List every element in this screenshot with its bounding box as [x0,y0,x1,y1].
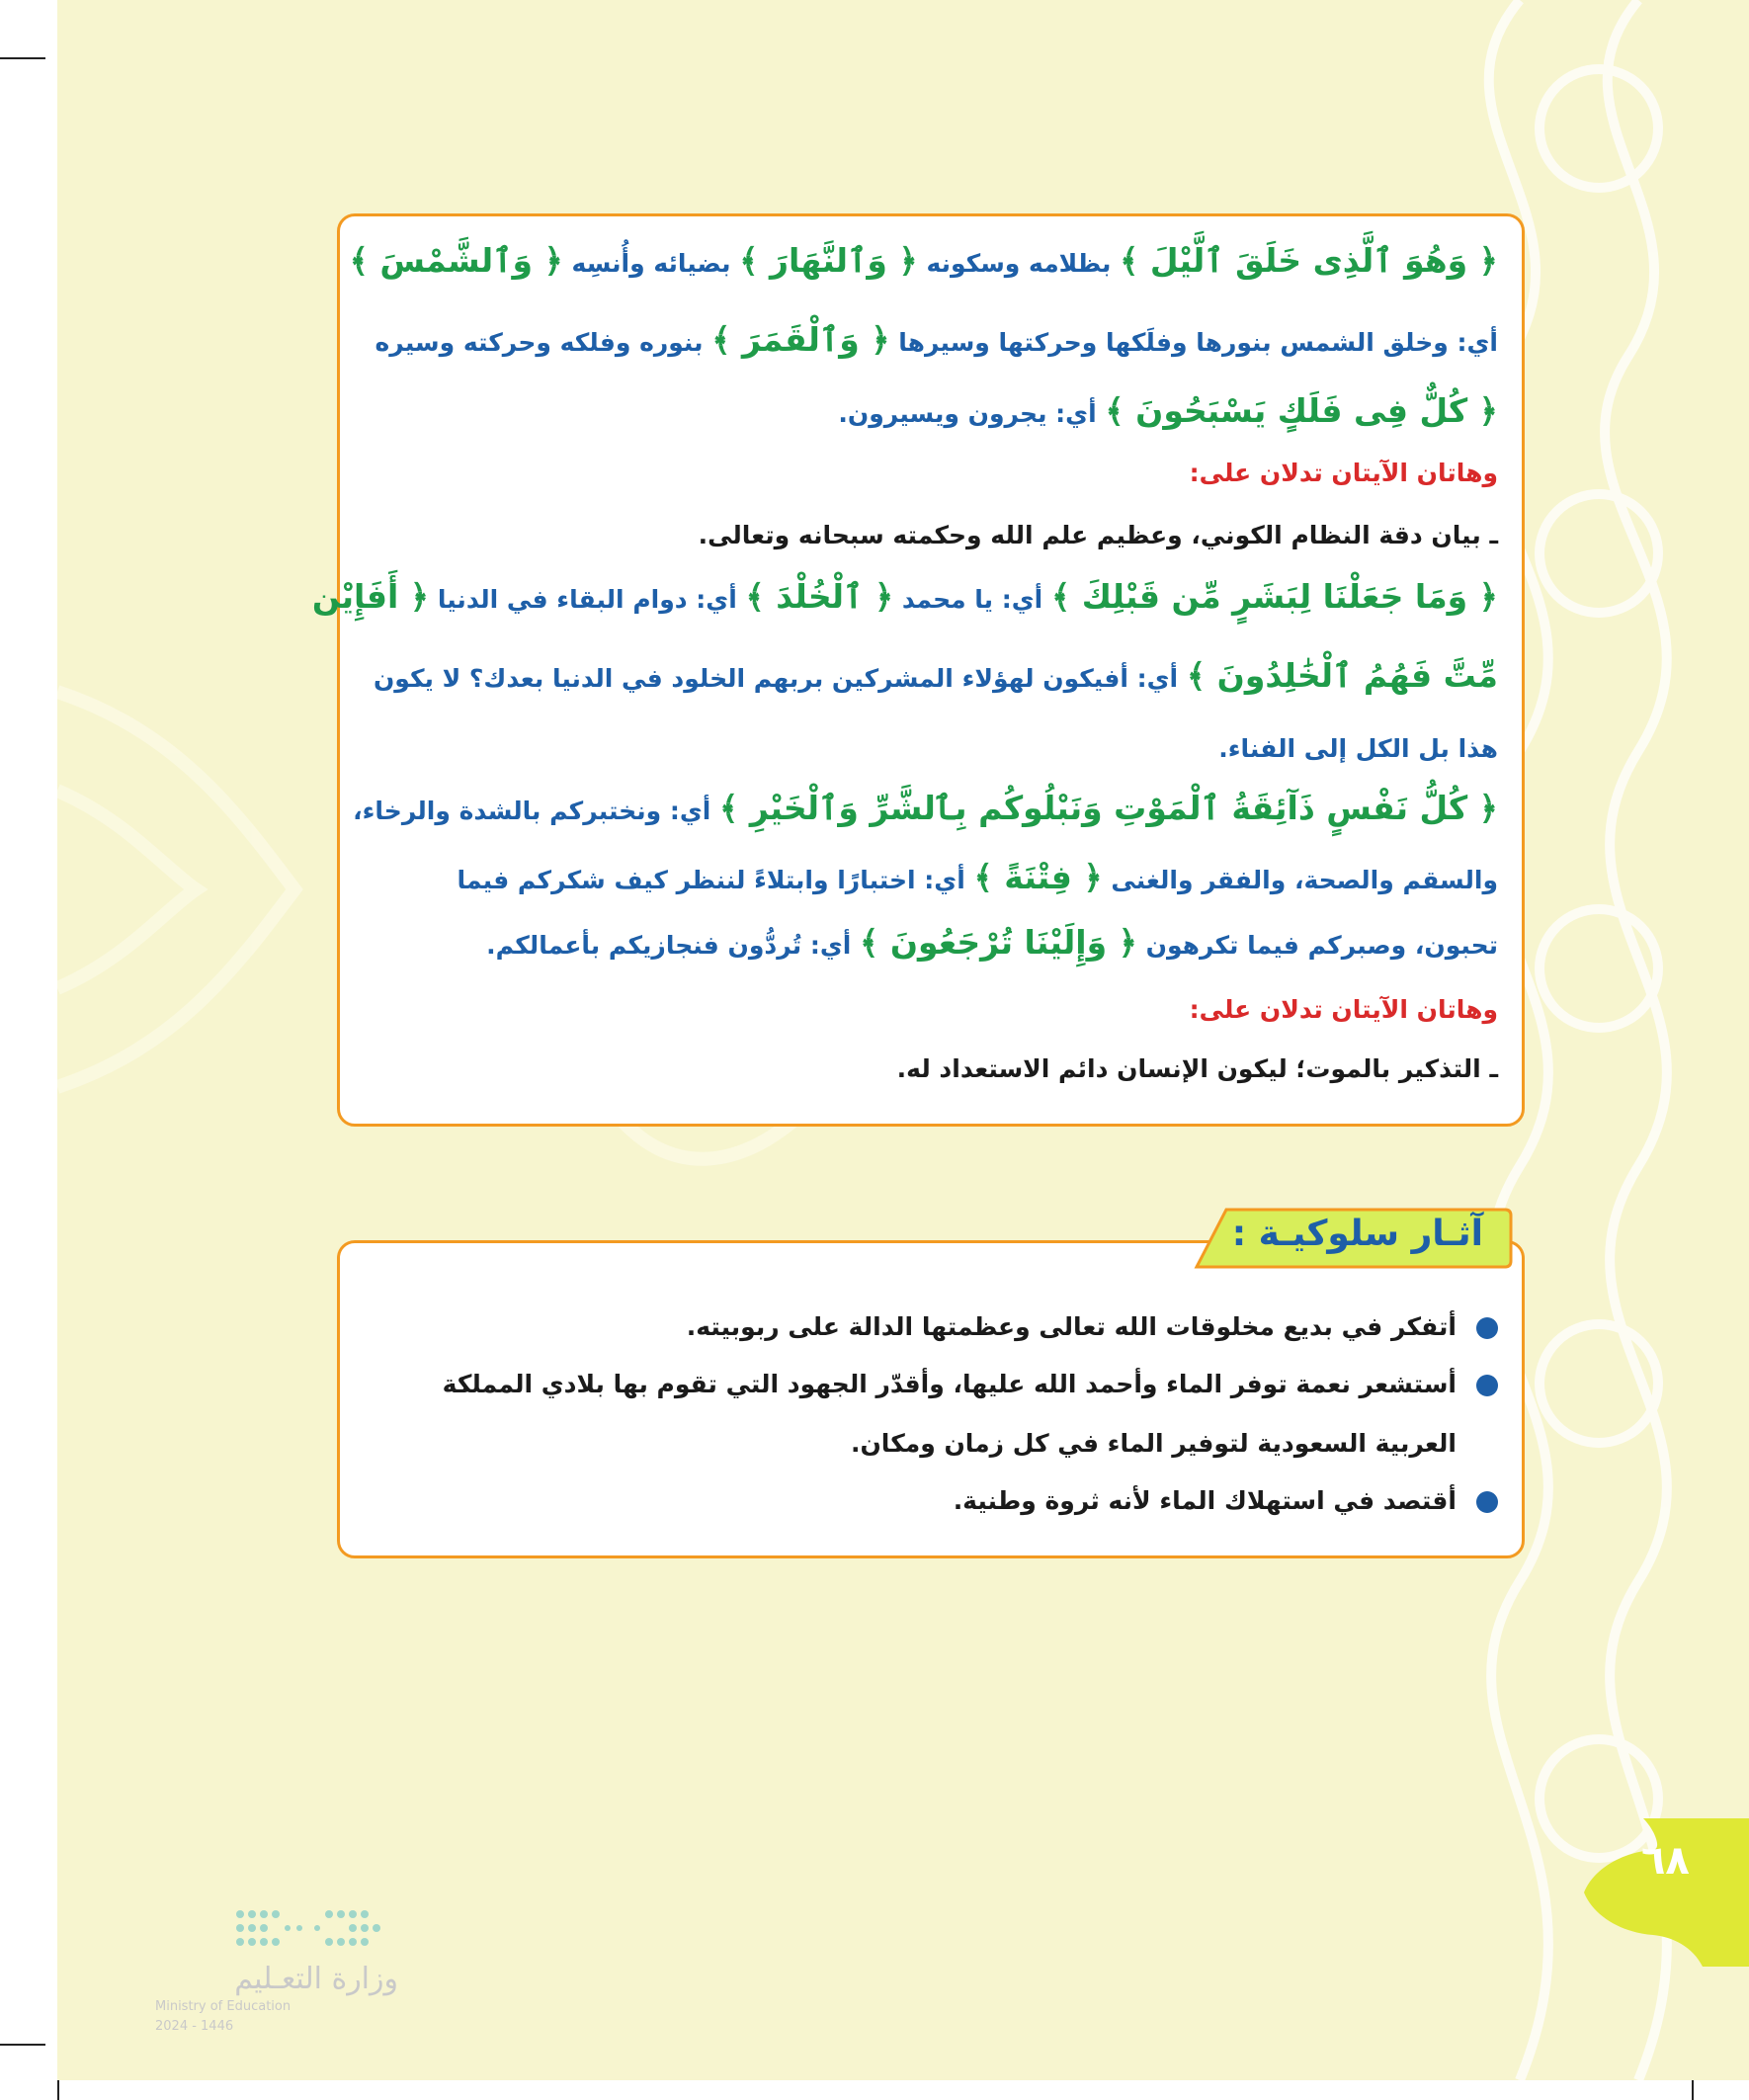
quran-verse: ﴿ وَٱلنَّهَارَ ﴾ [739,241,918,280]
quran-verse: ﴿ أَفَإِيْن [311,577,430,616]
bullet-text: أتفكر في بديع مخلوقات الله تعالى وعظمتها الدالة على ربوبيته. [686,1312,1457,1341]
text-line [364,858,1498,897]
text-line [353,789,1498,828]
text-line [364,457,1498,490]
explanation-text: والسقم والصحة، والفقر والغنى [1102,866,1498,894]
edition-year: 2024 - 1446 [155,2019,234,2034]
bullet-icon [1476,1317,1498,1339]
explanation-text: أي: يجرون ويسيرون. [838,399,1106,428]
text-line [364,320,1498,360]
explanation-text: أي: ونختبركم بالشدة والرخاء، [353,797,720,825]
text-line [364,391,1498,431]
explanation-text: بظلامه وسكونه [917,249,1121,278]
explanation-text: تحبون، وصبركم فيما تكرهون [1136,931,1498,960]
quran-verse: مِّتَّ فَهُمُ ٱلْخَٰلِدُونَ ﴾ [1186,656,1498,695]
page-number-tab [1584,1818,1749,1967]
text-line [364,519,1498,552]
bullet-icon [1476,1491,1498,1513]
logo-dots-icon [230,1902,398,1962]
quran-verse: ﴿ وَهُوَ ٱلَّذِى خَلَقَ ٱلَّيْلَ ﴾ [1120,241,1498,280]
bullet-icon [1476,1375,1498,1396]
text-line [364,923,1498,963]
explanation-text: أي: دوام البقاء في الدنيا [429,585,746,614]
list-item [364,1365,1498,1408]
ministry-logo [151,1892,408,2041]
explanation-text: بنوره وفلكه وحركته وسيره [375,328,712,357]
explanation-text: بضيائه وأُنسِه [562,249,740,278]
page [57,0,1749,2080]
quran-verse: ﴿ وَمَا جَعَلْنَا لِبَشَرٍ مِّن قَبْلِكَ ﴾ [1050,577,1498,616]
explanation-text: أي: تُردُّون فنجازيكم بأعمالكم. [486,931,861,960]
quran-verse: ﴿ كُلُّ نَفْسٍ ذَآئِقَةُ ٱلْمَوْتِ وَنَبْلُوكُم بِٱلشَّرِّ وَٱلْخَيْرِ ﴾ [719,789,1498,827]
crop-mark [0,2044,45,2046]
quran-verse: ﴿ وَٱلشَّمْسَ ﴾ [349,241,563,280]
quran-verse: ﴿ فِتْنَةً ﴾ [973,858,1103,896]
list-item-continuation [364,1424,1498,1468]
page-number: ٦٨ [1641,1838,1690,1884]
ministry-name-english: Ministry of Education [155,1999,292,2014]
explanation-text: ـ بيان دقة النظام الكوني، وعظيم علم الله وحكمته سبحانه وتعالى. [698,521,1498,549]
list-item [364,1307,1498,1351]
bullet-text: أستشعر نعمة توفر الماء وأحمد الله عليها، وأقدّر الجهود التي تقوم بها بلادي المملكة [442,1370,1457,1398]
quran-verse: ﴿ ٱلْخُلْدَ ﴾ [745,577,894,616]
explanation-text: أي: أفيكون لهؤلاء المشركين بربهم الخلود في الدنيا بعدك؟ لا يكون [373,664,1187,693]
explanation-text: ـ التذكير بالموت؛ ليكون الإنسان دائم الاستعداد له. [896,1054,1498,1083]
explanation-text: أي: اختبارًا وابتلاءً لننظر كيف شكركم فيما [457,866,974,894]
text-line [364,732,1498,766]
highlight-heading: وهاتان الآيتان تدلان على: [1189,459,1498,487]
text-line [364,1052,1498,1086]
quran-verse: ﴿ وَإِلَيْنَا تُرْجَعُونَ ﴾ [860,923,1137,962]
ministry-name-arabic: وزارة التعـليم [234,1962,398,1996]
quran-verse: ﴿ كُلٌّ فِى فَلَكٍ يَسْبَحُونَ ﴾ [1105,391,1498,430]
crop-mark [0,57,45,59]
behavioral-effects-card [337,1240,1525,1558]
bullet-text-continuation: العربية السعودية لتوفير الماء في كل زمان ومكان. [850,1429,1457,1458]
highlight-heading: وهاتان الآيتان تدلان على: [1189,995,1498,1024]
verses-card [311,213,1525,1127]
text-line [349,241,1498,281]
text-line [311,577,1498,617]
text-line [364,656,1498,696]
section-title-tab [1179,1206,1515,1271]
section-title: آثـار سلوكيـة : [1231,1214,1483,1254]
explanation-text: أي: يا محمد [893,585,1051,614]
quran-verse: ﴿ وَٱلْقَمَرَ ﴾ [711,320,890,359]
explanation-text: هذا بل الكل إلى الفناء. [1218,734,1498,763]
bullet-text: أقتصد في استهلاك الماء لأنه ثروة وطنية. [953,1486,1457,1515]
text-line [364,993,1498,1027]
explanation-text: أي: وخلق الشمس بنورها وفلَكها وحركتها وسيرها [889,328,1498,357]
list-item [364,1481,1498,1525]
